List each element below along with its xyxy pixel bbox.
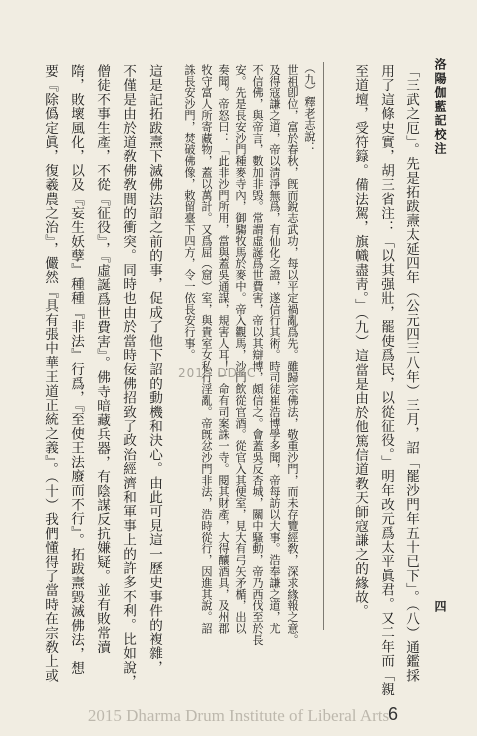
text-column: 不僅是由於道敎佛敎間的衝突。同時也由於當時佞佛招致了政治經濟和軍事上的許多不利。比如說，: [120, 64, 136, 689]
note-line: 誅長安沙門，焚破佛像，敕留臺下四方，令一依長安行事。: [183, 64, 196, 361]
text-column: 至道壇，受符籙。備法駕，旗幟盡靑。」（九）這當是由於他篤信道教天師寇謙之的緣故。: [352, 64, 368, 619]
text-column: 僧徒不事生產，不從『征役』，『虛誕爲世費害』。佛寺暗藏兵器，有陰謀反抗嫌疑。並有敗常瀆: [94, 64, 110, 655]
page-number: 四: [433, 600, 447, 612]
scan-page-number: 6: [388, 704, 399, 724]
note-line: 世祖卽位，富於春秋，旣而銳志武功，每以平定禍亂爲先。雖歸宗佛法，敬重沙門，而未存覽經敎，深求緣報之意。: [286, 64, 299, 646]
text-column: 這是記拓跋燾下滅佛法詔之前的事，促成了他下詔的動機和決心。由此可見這一歷史事件的複雜，: [146, 64, 162, 675]
note-line: 不信佛，與帝言，數加非毁。常謂虛誕爲世費害，帝以其辯博，頗信之。會蓋吳反杏城，關中騷動，帝乃西伐至於長: [251, 64, 264, 646]
text-column: 用了這條史實，胡三省注：「以其强壯，罷使爲民，以從征役。」明年改元爲太平眞君。又二年而「親: [378, 64, 394, 697]
note-heading: （九）釋老志說：: [303, 62, 316, 154]
watermark-footer: 2015 Dharma Drum Institute of Liberal Arts: [87, 706, 390, 725]
text-column: 隋，敗壞風化，以及『妄生妖孽』種種『非法』行爲，『至使王法廢而不行』。拓跋燾毀滅佛法，想: [68, 64, 84, 676]
note-divider: [323, 62, 324, 630]
note-line: 安。先是長安沙門種麥寺內，御騶牧馬於麥中。帝入觀馬，沙門飲從官酒。從官入其便室，見大有弓矢矛楯，出以: [234, 64, 247, 634]
note-line: 及得寇謙之道，帝以淸淨無爲，有仙化之證，遂信行其術。時司徒崔浩博學多聞，帝每訪以大事。浩奉謙之道，尤: [268, 64, 281, 634]
text-column: 要『除僞定眞，復羲農之治』，儼然『具有張中華王道正統之義』。（十）我們懂得了當時在宗敎上或: [42, 64, 58, 683]
note-line: 奏聞。帝怒曰：「此非沙門所用，當與蓋吳通謀，規害人耳！」命有司案誅一寺。閱其財產，大得釀酒具，及州郡: [217, 64, 230, 634]
text-column: 「三武之厄」。先是拓跋燾太延四年（公元四三八年）三月，詔「罷沙門年五十已下」。（八）通鑑採: [403, 64, 419, 683]
running-title: 洛陽伽藍記校注: [433, 58, 447, 156]
watermark-stamp: 2015 DDBC: [178, 366, 257, 380]
note-line: 牧守富人所寄藏物，蓋以萬計。又爲屈（窟）室，與貴室女私行淫亂。帝旣忿沙門非法，浩時從行，因進其說。詔: [200, 64, 213, 634]
